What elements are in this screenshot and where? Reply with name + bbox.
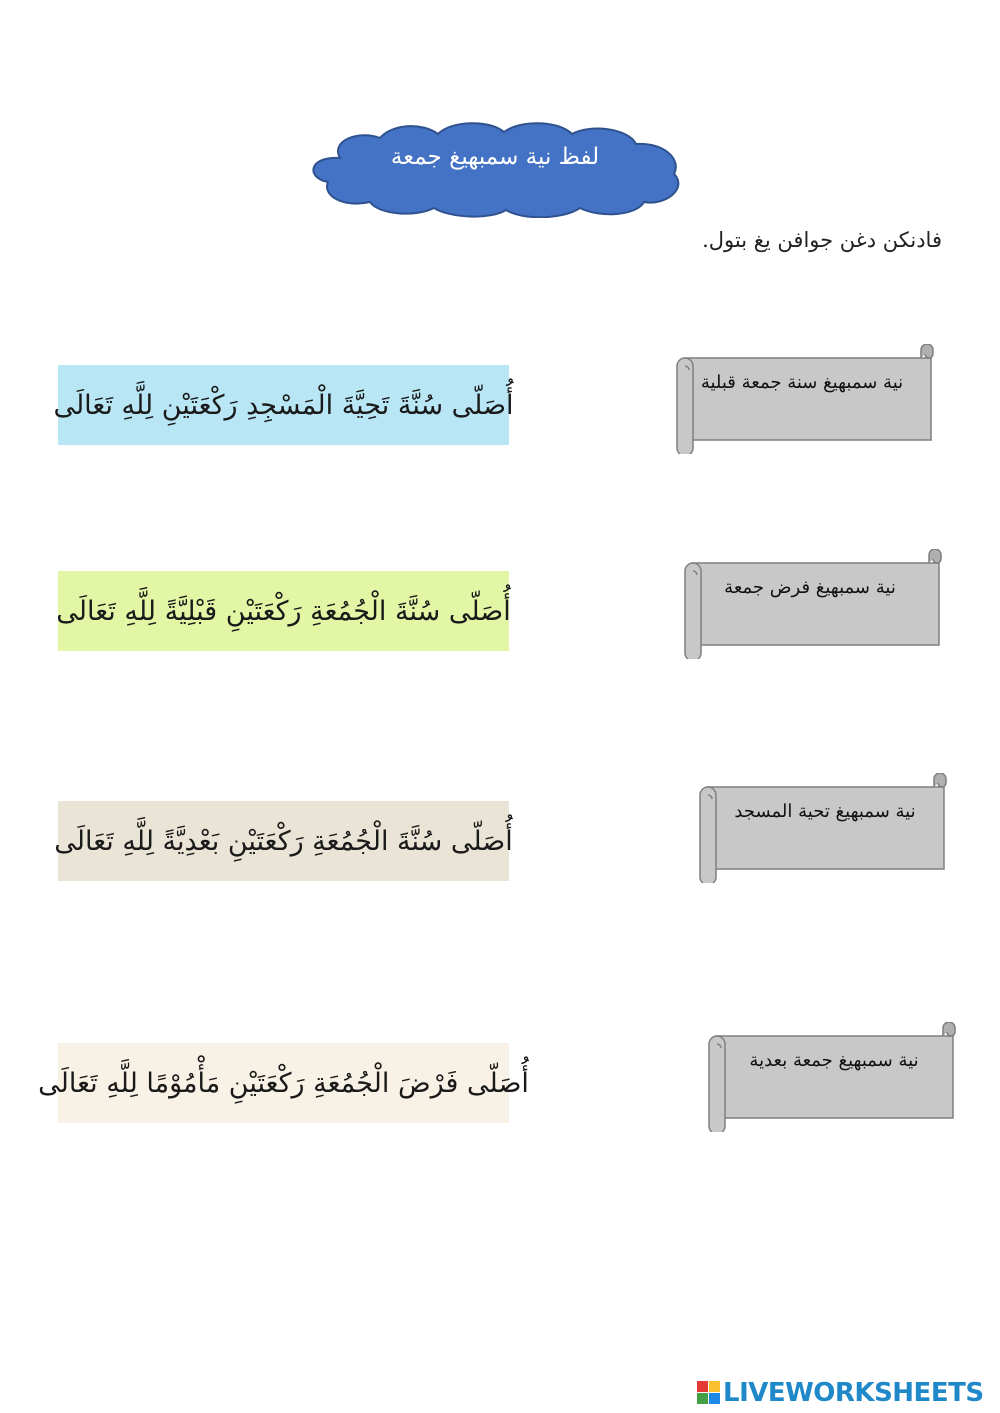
answer-label: نية سمبهيغ فرض جمعة	[724, 577, 896, 598]
brand-name: LIVEWORKSHEETS	[723, 1378, 984, 1408]
niat-strip-fardhu-jumaat[interactable]: أُصَلّى فَرْضَ الْجُمُعَةِ رَكْعَتَيْنِ مَأْمُوْمًا لِلَّهِ تَعَالَى	[58, 1043, 509, 1123]
niat-strip-badiyah[interactable]: أُصَلّى سُنَّةَ الْجُمُعَةِ رَكْعَتَيْنِ بَعْدِيَّةً لِلَّهِ تَعَالَى	[58, 801, 509, 881]
scroll-shape	[698, 773, 960, 883]
liveworksheets-logo	[697, 1376, 984, 1410]
answer-label: نية سمبهيغ جمعة بعدية	[749, 1050, 919, 1071]
answer-label: نية سمبهيغ سنة جمعة قبلية	[700, 372, 904, 393]
answer-scroll-tahiyatul-masjid[interactable]	[698, 773, 960, 883]
scroll-shape	[675, 344, 937, 454]
niat-strip-qabliyah[interactable]: أُصَلّى سُنَّةَ الْجُمُعَةِ رَكْعَتَيْنِ قَبْلِيَّةً لِلَّهِ تَعَالَى	[58, 571, 509, 651]
answer-scroll-fardhu-jumaat[interactable]	[683, 549, 945, 659]
instruction-text: فادنكن دغن جوافن يغ بتول.	[702, 228, 942, 252]
answer-label: نية سمبهيغ تحية المسجد	[734, 801, 916, 822]
scroll-shape	[683, 549, 945, 659]
liveworksheets-logo-icon	[697, 1381, 721, 1405]
scroll-shape	[707, 1022, 969, 1132]
title-cloud	[300, 118, 690, 218]
page-title: لفظ نية سمبهيغ جمعة	[390, 144, 600, 170]
answer-scroll-badiyah[interactable]	[707, 1022, 969, 1132]
answer-scroll-qabliyah[interactable]	[675, 344, 937, 454]
niat-strip-tahiyatul-masjid[interactable]: أُصَلّى سُنَّةَ تَحِيَّةَ الْمَسْجِدِ رَكْعَتَيْنِ لِلَّهِ تَعَالَى	[58, 365, 509, 445]
